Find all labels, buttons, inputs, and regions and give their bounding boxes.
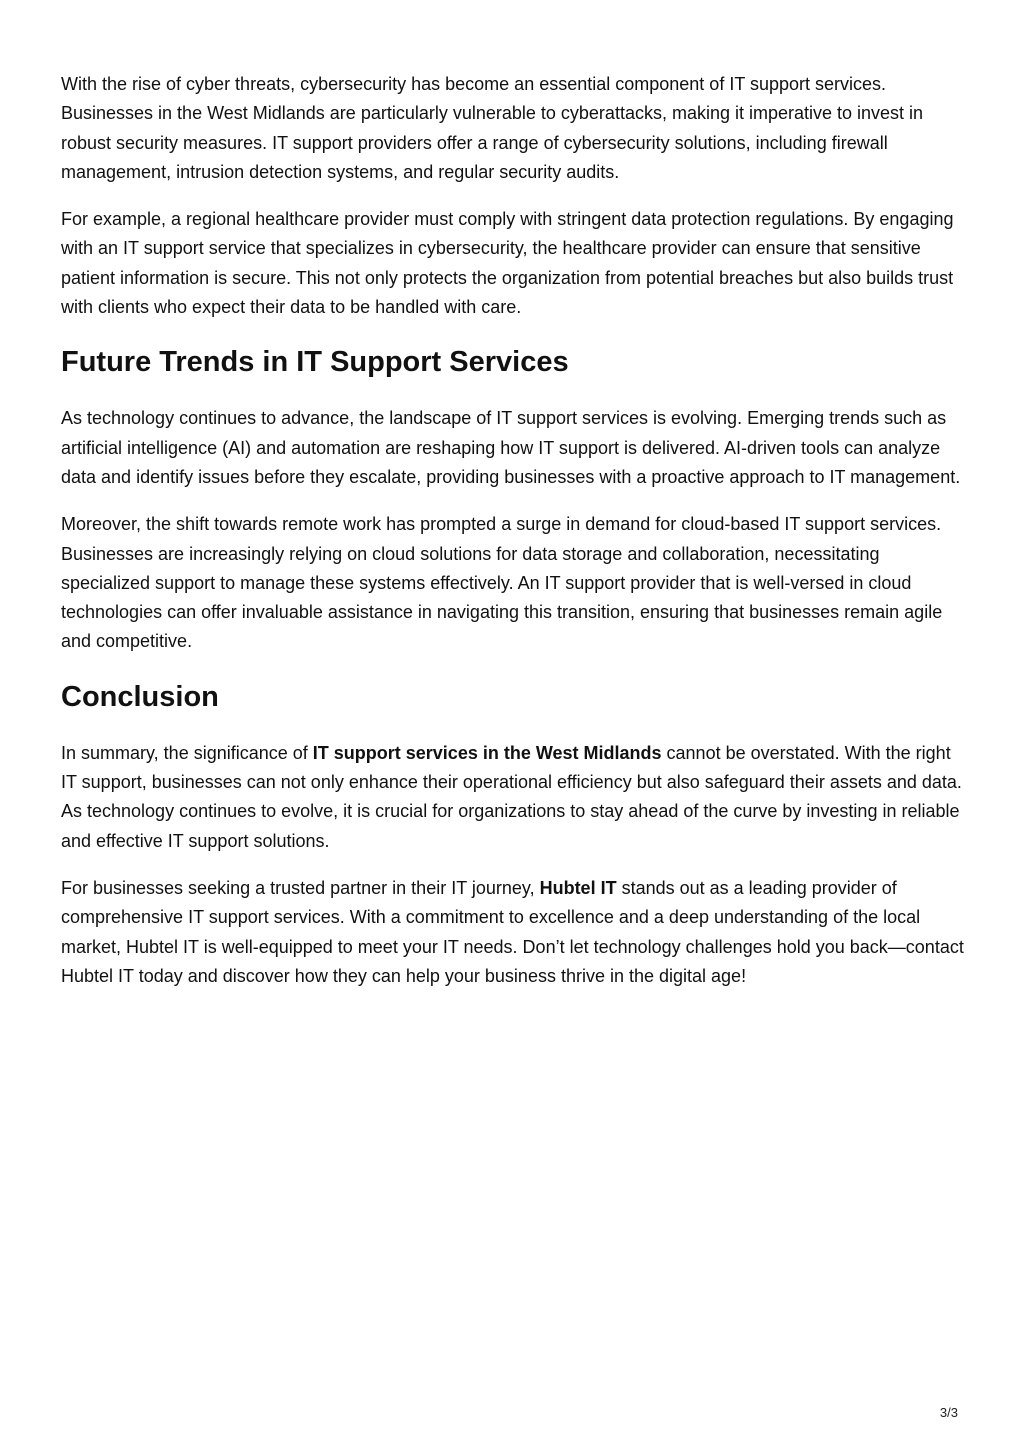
conclusion-p2-text-start: For businesses seeking a trusted partner in their IT journey, — [61, 877, 540, 898]
healthcare-example-paragraph: For example, a regional healthcare provider must comply with stringent data protection regulations. By engaging with an IT support service that specializes in cybersecurity, the healthcare provider can ensure that sensitive patient information is secure. This not only protects the organization from potential breaches but also builds trust with clients who expect their data to be handled with care. — [61, 209, 954, 318]
conclusion-p1-text-end: cannot be overstated. With the right IT support, businesses can not only enhance their operational efficiency but also safeguard their assets and data. As technology continues to evolve, it is crucial for organizations to stay ahead of the curve by investing in reliable and effective IT support solutions. — [61, 742, 962, 851]
cybersecurity-paragraph: With the rise of cyber threats, cybersecurity has become an essential component of IT support services. Businesses in the West Midlands are particularly vulnerable to cyberattacks, making it imperative to invest in robust security measures. IT support providers offer a range of cybersecurity solutions, including firewall management, intrusion detection systems, and regular security audits. — [61, 74, 924, 182]
future-trends-heading: Future Trends in IT Support Services — [61, 346, 569, 379]
conclusion-paragraph-2 — [61, 874, 966, 991]
page-number: 3/3 — [939, 1405, 958, 1420]
conclusion-p2-text-end: stands out as a leading provider of comprehensive IT support services. With a commitment to excellence and a deep understanding of the local market, Hubtel IT is well-equipped to meet your IT needs. Don’t let technology challenges hold you back—contact Hubtel IT today and discover how they can help your business thrive in the digital age! — [61, 877, 964, 986]
document-page — [61, 70, 966, 1009]
future-trends-paragraph-2: Moreover, the shift towards remote work has prompted a surge in demand for cloud-based IT support services. Businesses are increasingly relying on cloud solutions for data storage and collaboration, necessitating specialized support to manage these systems effectively. An IT support provider that is well-versed in cloud technologies can offer invaluable assistance in navigating this transition, ensuring that businesses remain agile and competitive. — [61, 514, 943, 652]
conclusion-p2-bold-phrase: Hubtel IT — [539, 877, 617, 898]
future-trends-paragraph-1: As technology continues to advance, the landscape of IT support services is evolving. Emerging trends such as artificial intelligence (AI) and automation are reshaping how IT support is delivered. AI-driven tools can analyze data and identify issues before they escalate, providing businesses with a proactive approach to IT management. — [61, 408, 961, 487]
conclusion-p1-bold-phrase: IT support services in the West Midlands — [312, 742, 662, 763]
conclusion-p1-text-start: In summary, the significance of — [61, 742, 313, 763]
conclusion-heading: Conclusion — [61, 680, 219, 713]
conclusion-paragraph-1 — [61, 739, 966, 856]
